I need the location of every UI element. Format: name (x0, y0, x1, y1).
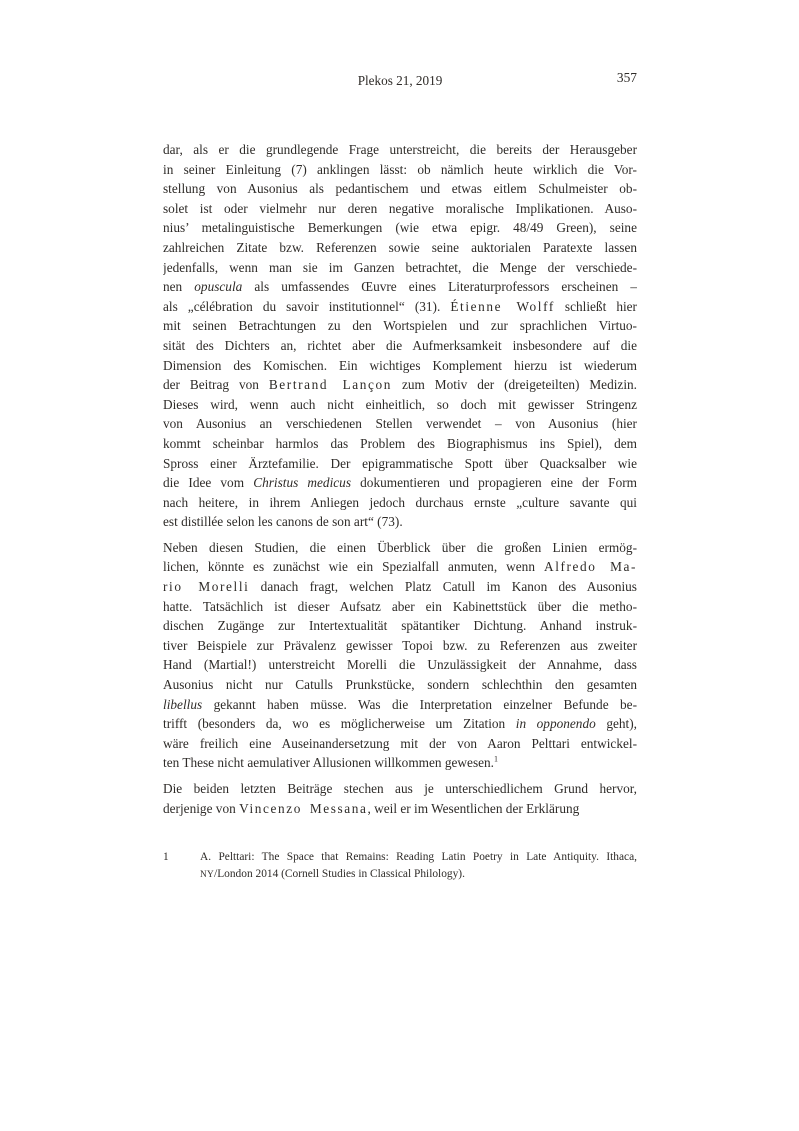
text-line (200, 866, 637, 883)
text-line (163, 799, 637, 819)
text-run: A. Pelttari: The Space that Remains: Reading Latin Poetry in Late Antiquity. Ithaca, (200, 851, 637, 863)
text-line (163, 414, 637, 434)
author-name: Bertrand Lançon (268, 377, 393, 393)
text-line (163, 454, 637, 474)
text-line (163, 434, 637, 454)
text-line (163, 199, 637, 219)
text-run: zahlreichen Zitate bzw. Referenzen sowie seine auktorialen Paratexte lassen (163, 239, 637, 255)
text-run: jedenfalls, wenn man sie im Ganzen betrachtet, die Menge der verschiede- (163, 259, 637, 275)
text-line (163, 779, 637, 799)
text-line (163, 557, 637, 577)
text-run: nius’ metalinguistische Bemerkungen (wie etwa epigr. 48/49 Green), seine (163, 220, 637, 236)
text-line (200, 849, 637, 866)
footnote-number: 1 (163, 851, 169, 863)
text-run: dar, als er die grundlegende Frage unterstreicht, die bereits der Herausgeber (163, 142, 637, 157)
text-line (163, 695, 637, 715)
text-line (163, 616, 637, 636)
journal-header-title: Plekos 21, 2019 (357, 73, 443, 88)
text-line (163, 493, 637, 513)
footnote-ref: 1 (494, 754, 498, 764)
paragraph (163, 538, 637, 773)
text-run: stellung von Ausonius als pedantischem und etwas eitlem Schulmeister ob- (163, 181, 637, 197)
text-run: dischen Zugänge zur Intertextualität spätantiker Dichtung. Anhand instruk- (163, 618, 637, 634)
text-run: mit seinen Betrachtungen zu den Wortspielen und zur sprachlichen Virtuo- (163, 318, 637, 334)
text-run: trifft (besonders da, wo es möglicherweise um Zitation (163, 716, 516, 732)
author-name: Alfredo Ma- (544, 559, 637, 575)
text-line (163, 538, 637, 558)
text-run: ten These nicht aemulativer Allusionen willkommen gewesen. (163, 755, 494, 771)
text-run: solet ist oder vielmehr nur deren negative moralische Implikationen. Auso- (163, 200, 637, 216)
text-run: Die beiden letzten Beiträge stechen aus je unterschiedlichem Grund hervor, (163, 781, 637, 796)
text-run: geht), (595, 716, 637, 732)
text-run: als „célébration du savoir institutionnel“ (31). (163, 298, 451, 314)
text-line (163, 636, 637, 656)
text-line (163, 336, 637, 356)
text-line (163, 675, 637, 695)
paragraph (163, 779, 637, 818)
text-run: von Ausonius an verschiedenen Stellen verwendet – von Ausonius (hier (163, 416, 637, 432)
text-line (163, 218, 637, 238)
text-run: derjenige von (163, 800, 240, 816)
author-name: rio Morelli (163, 579, 250, 595)
text-run: libellus (163, 696, 203, 712)
paragraph (163, 140, 637, 532)
text-run: est distillée selon les canons de son art“ (73). (163, 514, 403, 530)
text-run: in opponendo (515, 716, 596, 732)
text-run: als umfassendes Œuvre eines Literaturprofessors erscheinen – (242, 279, 637, 295)
text-run: dokumentieren und propagieren eine der Form (351, 475, 637, 491)
text-run: in seiner Einleitung (7) anklingen lässt: ob nämlich heute wirklich die Vor- (163, 161, 637, 177)
text-run: Dieses wird, wenn auch nicht einheitlich, so doch mit gewisser Stringenz (163, 396, 637, 412)
text-run: Hand (Martial!) unterstreicht Morelli die Unzulässigkeit der Annahme, dass (163, 657, 637, 673)
text-line (163, 238, 637, 258)
text-run: sität des Dichters an, richtet aber die Aufmerksamkeit insbesondere auf die (163, 337, 637, 353)
text-run: nen (163, 279, 195, 295)
text-run: Spross einer Ärztefamilie. Der epigrammatische Spott über Quacksalber wie (163, 455, 637, 471)
text-run: kommt scheinbar harmlos das Problem des Biographismus ins Spiel), dem (163, 435, 637, 451)
text-run: Christus medicus (253, 475, 351, 491)
author-name: Étienne Wolff (450, 298, 555, 314)
text-line (163, 375, 637, 395)
text-run: opuscula (194, 279, 243, 295)
footnote (163, 849, 637, 883)
text-line (163, 473, 637, 493)
text-line (163, 577, 637, 597)
text-run: tiver Beispiele zur Prävalenz gewisser Topoi bzw. zu Referenzen aus zweiter (163, 637, 637, 653)
text-run: hatte. Tatsächlich ist dieser Aufsatz aber ein Kabinettstück über die metho- (163, 598, 637, 614)
text-line (163, 512, 637, 532)
text-run: der Beitrag von (163, 377, 269, 393)
text-run: die Idee vom (163, 475, 254, 491)
text-run: wäre freilich eine Auseinandersetzung mit der von Aaron Pelttari entwickel- (163, 735, 637, 751)
text-line (163, 655, 637, 675)
page-number: 357 (616, 70, 637, 85)
text-line (163, 356, 637, 376)
text-line (163, 753, 637, 773)
text-run: Dimension des Komischen. Ein wichtiges Komplement hierzu ist wiederum (163, 357, 637, 373)
text-run: Neben diesen Studien, die einen Überblick über die großen Linien ermög- (163, 539, 637, 555)
text-run: NY (200, 870, 215, 880)
text-run: zum Motiv der (dreigeteilten) Medizin. (392, 377, 637, 393)
author-name: Vincenzo Messana (239, 800, 368, 816)
text-line (163, 179, 637, 199)
text-line (163, 597, 637, 617)
text-run: lichen, könnte es zunächst wie ein Spezialfall anmuten, wenn (163, 559, 544, 575)
text-line (163, 140, 637, 160)
text-run: schließt hier (554, 298, 637, 314)
footnote-text (200, 849, 637, 883)
text-line (163, 395, 637, 415)
text-run: nach heitere, in ihrem Anliegen jedoch durchaus ernste „culture savante qui (163, 494, 637, 510)
text-line (163, 160, 637, 180)
text-block (163, 140, 637, 824)
text-line (163, 734, 637, 754)
text-run: danach fragt, welchen Platz Catull im Kanon des Ausonius (249, 579, 637, 595)
text-line (163, 714, 637, 734)
text-run: gekannt haben müsse. Was die Interpretation einzelner Befunde be- (202, 696, 637, 712)
text-run: Ausonius nicht nur Catulls Prunkstücke, sondern schlechthin den gesamten (163, 677, 637, 693)
text-run: , weil er im Wesentlichen der Erklärung (367, 800, 580, 816)
text-line (163, 258, 637, 278)
text-line (163, 277, 637, 297)
text-line (163, 316, 637, 336)
text-line (163, 297, 637, 317)
text-run: /London 2014 (Cornell Studies in Classical Philology). (214, 868, 465, 880)
